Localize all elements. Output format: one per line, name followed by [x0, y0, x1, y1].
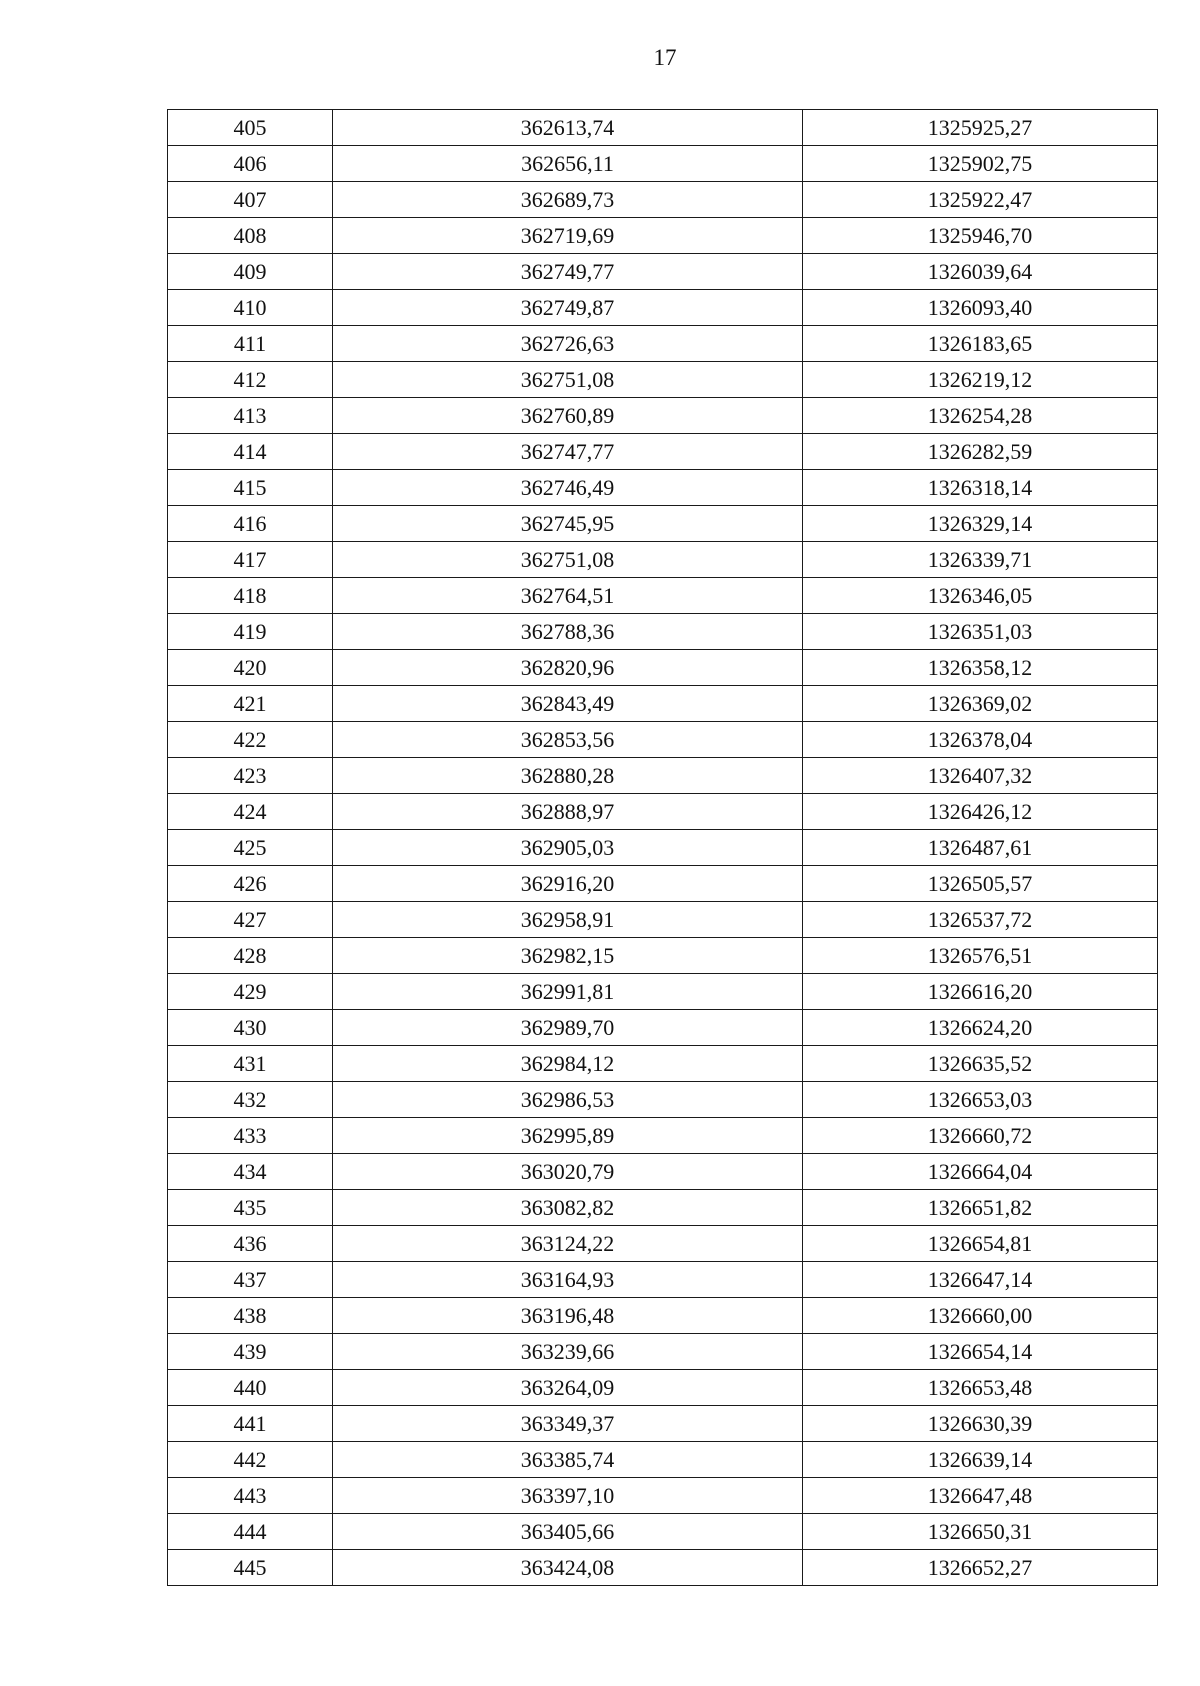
coordinates-table-body	[168, 110, 1158, 1586]
y-coordinate-cell: 1326654,14	[803, 1334, 1158, 1370]
y-coordinate-cell: 1325946,70	[803, 218, 1158, 254]
table-row	[168, 398, 1158, 434]
y-coordinate-cell: 1326378,04	[803, 722, 1158, 758]
point-number-cell: 441	[168, 1406, 333, 1442]
y-coordinate-cell: 1326282,59	[803, 434, 1158, 470]
table-row	[168, 542, 1158, 578]
table-row	[168, 110, 1158, 146]
point-number-cell: 419	[168, 614, 333, 650]
y-coordinate-cell: 1326369,02	[803, 686, 1158, 722]
x-coordinate-cell: 363124,22	[333, 1226, 803, 1262]
table-row	[168, 506, 1158, 542]
x-coordinate-cell: 362995,89	[333, 1118, 803, 1154]
x-coordinate-cell: 362982,15	[333, 938, 803, 974]
point-number-cell: 418	[168, 578, 333, 614]
x-coordinate-cell: 363349,37	[333, 1406, 803, 1442]
point-number-cell: 444	[168, 1514, 333, 1550]
y-coordinate-cell: 1326630,39	[803, 1406, 1158, 1442]
y-coordinate-cell: 1326537,72	[803, 902, 1158, 938]
point-number-cell: 405	[168, 110, 333, 146]
point-number-cell: 433	[168, 1118, 333, 1154]
table-row	[168, 974, 1158, 1010]
x-coordinate-cell: 363164,93	[333, 1262, 803, 1298]
point-number-cell: 412	[168, 362, 333, 398]
point-number-cell: 406	[168, 146, 333, 182]
x-coordinate-cell: 362747,77	[333, 434, 803, 470]
x-coordinate-cell: 362689,73	[333, 182, 803, 218]
point-number-cell: 411	[168, 326, 333, 362]
table-row	[168, 1262, 1158, 1298]
table-row	[168, 146, 1158, 182]
y-coordinate-cell: 1326358,12	[803, 650, 1158, 686]
coordinates-table	[167, 109, 1158, 1586]
point-number-cell: 436	[168, 1226, 333, 1262]
x-coordinate-cell: 362719,69	[333, 218, 803, 254]
x-coordinate-cell: 362984,12	[333, 1046, 803, 1082]
table-row	[168, 1478, 1158, 1514]
x-coordinate-cell: 363424,08	[333, 1550, 803, 1586]
y-coordinate-cell: 1326339,71	[803, 542, 1158, 578]
x-coordinate-cell: 362613,74	[333, 110, 803, 146]
point-number-cell: 434	[168, 1154, 333, 1190]
point-number-cell: 426	[168, 866, 333, 902]
y-coordinate-cell: 1325925,27	[803, 110, 1158, 146]
table-row	[168, 938, 1158, 974]
table-row	[168, 1514, 1158, 1550]
y-coordinate-cell: 1326505,57	[803, 866, 1158, 902]
point-number-cell: 437	[168, 1262, 333, 1298]
table-row	[168, 254, 1158, 290]
table-row	[168, 686, 1158, 722]
table-row	[168, 794, 1158, 830]
point-number-cell: 416	[168, 506, 333, 542]
x-coordinate-cell: 362888,97	[333, 794, 803, 830]
table-row	[168, 1298, 1158, 1334]
x-coordinate-cell: 362764,51	[333, 578, 803, 614]
y-coordinate-cell: 1326652,27	[803, 1550, 1158, 1586]
point-number-cell: 427	[168, 902, 333, 938]
point-number-cell: 431	[168, 1046, 333, 1082]
table-row	[168, 1226, 1158, 1262]
table-row	[168, 1046, 1158, 1082]
table-row	[168, 722, 1158, 758]
y-coordinate-cell: 1326407,32	[803, 758, 1158, 794]
y-coordinate-cell: 1326647,48	[803, 1478, 1158, 1514]
x-coordinate-cell: 362749,87	[333, 290, 803, 326]
y-coordinate-cell: 1326660,72	[803, 1118, 1158, 1154]
x-coordinate-cell: 362656,11	[333, 146, 803, 182]
table-row	[168, 758, 1158, 794]
x-coordinate-cell: 362916,20	[333, 866, 803, 902]
point-number-cell: 432	[168, 1082, 333, 1118]
x-coordinate-cell: 362880,28	[333, 758, 803, 794]
x-coordinate-cell: 362751,08	[333, 542, 803, 578]
table-row	[168, 1406, 1158, 1442]
x-coordinate-cell: 363264,09	[333, 1370, 803, 1406]
y-coordinate-cell: 1326346,05	[803, 578, 1158, 614]
page-number: 17	[653, 45, 677, 70]
x-coordinate-cell: 362905,03	[333, 830, 803, 866]
table-row	[168, 1082, 1158, 1118]
y-coordinate-cell: 1326039,64	[803, 254, 1158, 290]
point-number-cell: 423	[168, 758, 333, 794]
table-row	[168, 470, 1158, 506]
point-number-cell: 438	[168, 1298, 333, 1334]
table-row	[168, 290, 1158, 326]
table-row	[168, 1190, 1158, 1226]
x-coordinate-cell: 363082,82	[333, 1190, 803, 1226]
table-row	[168, 1442, 1158, 1478]
point-number-cell: 409	[168, 254, 333, 290]
table-row	[168, 830, 1158, 866]
point-number-cell: 429	[168, 974, 333, 1010]
table-row	[168, 1010, 1158, 1046]
table-row	[168, 362, 1158, 398]
point-number-cell: 428	[168, 938, 333, 974]
table-row	[168, 578, 1158, 614]
table-row	[168, 434, 1158, 470]
table-row	[168, 218, 1158, 254]
table-row	[168, 902, 1158, 938]
point-number-cell: 435	[168, 1190, 333, 1226]
x-coordinate-cell: 362820,96	[333, 650, 803, 686]
x-coordinate-cell: 363385,74	[333, 1442, 803, 1478]
point-number-cell: 445	[168, 1550, 333, 1586]
x-coordinate-cell: 362958,91	[333, 902, 803, 938]
y-coordinate-cell: 1326639,14	[803, 1442, 1158, 1478]
point-number-cell: 414	[168, 434, 333, 470]
x-coordinate-cell: 363196,48	[333, 1298, 803, 1334]
point-number-cell: 420	[168, 650, 333, 686]
point-number-cell: 422	[168, 722, 333, 758]
y-coordinate-cell: 1326093,40	[803, 290, 1158, 326]
y-coordinate-cell: 1326654,81	[803, 1226, 1158, 1262]
point-number-cell: 407	[168, 182, 333, 218]
x-coordinate-cell: 362788,36	[333, 614, 803, 650]
y-coordinate-cell: 1326254,28	[803, 398, 1158, 434]
table-row	[168, 650, 1158, 686]
y-coordinate-cell: 1326219,12	[803, 362, 1158, 398]
y-coordinate-cell: 1326660,00	[803, 1298, 1158, 1334]
x-coordinate-cell: 363397,10	[333, 1478, 803, 1514]
point-number-cell: 430	[168, 1010, 333, 1046]
x-coordinate-cell: 362853,56	[333, 722, 803, 758]
table-row	[168, 866, 1158, 902]
x-coordinate-cell: 362986,53	[333, 1082, 803, 1118]
y-coordinate-cell: 1326650,31	[803, 1514, 1158, 1550]
table-row	[168, 614, 1158, 650]
y-coordinate-cell: 1326664,04	[803, 1154, 1158, 1190]
y-coordinate-cell: 1326351,03	[803, 614, 1158, 650]
x-coordinate-cell: 362843,49	[333, 686, 803, 722]
point-number-cell: 443	[168, 1478, 333, 1514]
y-coordinate-cell: 1326318,14	[803, 470, 1158, 506]
table-row	[168, 1370, 1158, 1406]
table-row	[168, 1550, 1158, 1586]
point-number-cell: 424	[168, 794, 333, 830]
y-coordinate-cell: 1325922,47	[803, 182, 1158, 218]
x-coordinate-cell: 362991,81	[333, 974, 803, 1010]
x-coordinate-cell: 362751,08	[333, 362, 803, 398]
x-coordinate-cell: 362989,70	[333, 1010, 803, 1046]
table-row	[168, 182, 1158, 218]
x-coordinate-cell: 362749,77	[333, 254, 803, 290]
x-coordinate-cell: 362726,63	[333, 326, 803, 362]
y-coordinate-cell: 1326651,82	[803, 1190, 1158, 1226]
point-number-cell: 413	[168, 398, 333, 434]
table-row	[168, 1334, 1158, 1370]
point-number-cell: 408	[168, 218, 333, 254]
point-number-cell: 439	[168, 1334, 333, 1370]
y-coordinate-cell: 1326653,48	[803, 1370, 1158, 1406]
point-number-cell: 417	[168, 542, 333, 578]
y-coordinate-cell: 1326635,52	[803, 1046, 1158, 1082]
x-coordinate-cell: 363405,66	[333, 1514, 803, 1550]
y-coordinate-cell: 1326487,61	[803, 830, 1158, 866]
y-coordinate-cell: 1326653,03	[803, 1082, 1158, 1118]
point-number-cell: 421	[168, 686, 333, 722]
y-coordinate-cell: 1325902,75	[803, 146, 1158, 182]
point-number-cell: 410	[168, 290, 333, 326]
y-coordinate-cell: 1326329,14	[803, 506, 1158, 542]
x-coordinate-cell: 362746,49	[333, 470, 803, 506]
table-row	[168, 326, 1158, 362]
y-coordinate-cell: 1326576,51	[803, 938, 1158, 974]
table-row	[168, 1118, 1158, 1154]
y-coordinate-cell: 1326183,65	[803, 326, 1158, 362]
x-coordinate-cell: 362745,95	[333, 506, 803, 542]
x-coordinate-cell: 363239,66	[333, 1334, 803, 1370]
y-coordinate-cell: 1326616,20	[803, 974, 1158, 1010]
y-coordinate-cell: 1326647,14	[803, 1262, 1158, 1298]
point-number-cell: 425	[168, 830, 333, 866]
point-number-cell: 440	[168, 1370, 333, 1406]
point-number-cell: 442	[168, 1442, 333, 1478]
x-coordinate-cell: 363020,79	[333, 1154, 803, 1190]
point-number-cell: 415	[168, 470, 333, 506]
y-coordinate-cell: 1326624,20	[803, 1010, 1158, 1046]
y-coordinate-cell: 1326426,12	[803, 794, 1158, 830]
x-coordinate-cell: 362760,89	[333, 398, 803, 434]
table-row	[168, 1154, 1158, 1190]
